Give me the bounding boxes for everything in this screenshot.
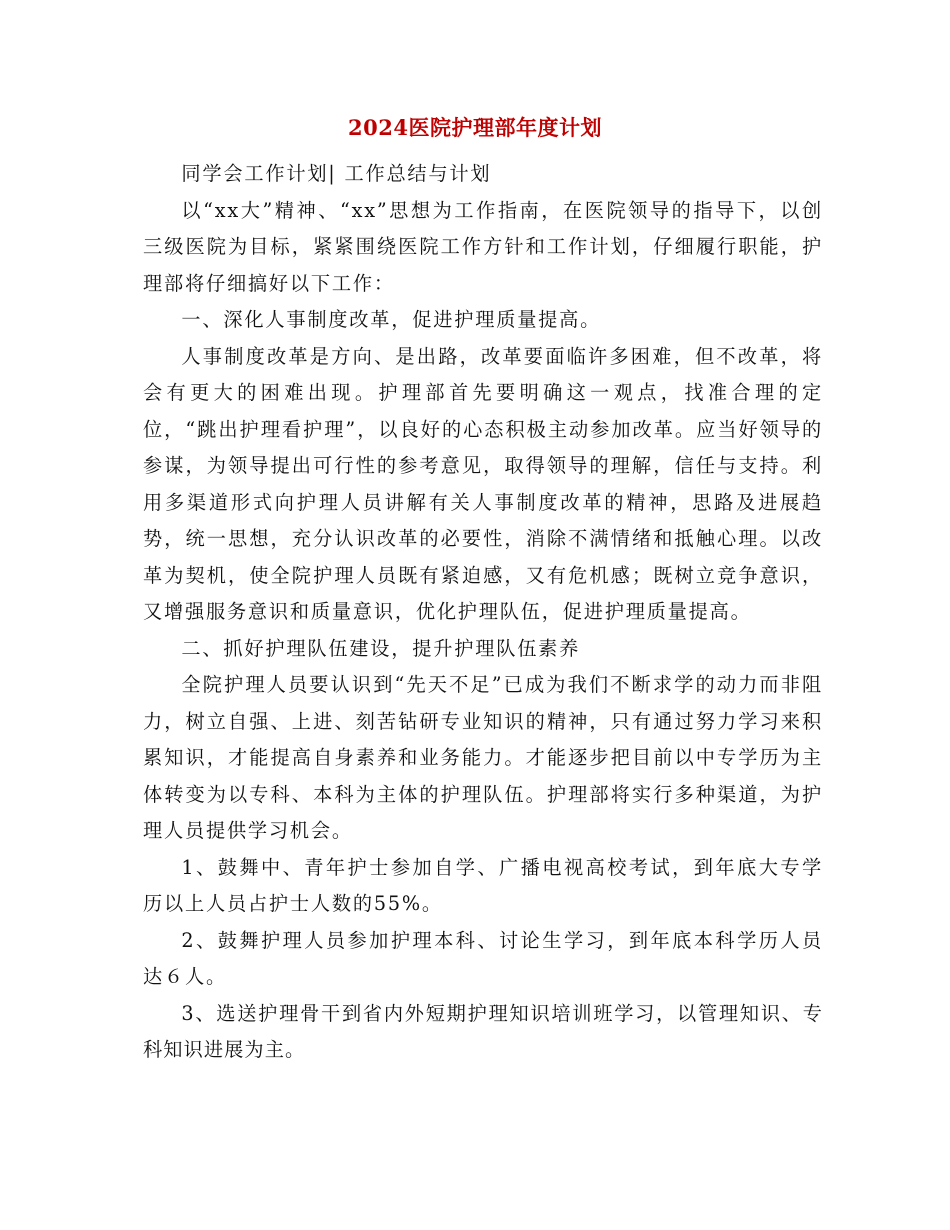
section-heading-1: 一、深化人事制度改革，促进护理质量提高。 — [181, 308, 602, 331]
list-item-3: 3、选送护理骨干到省内外短期护理知识培训班学习，以管理知识、专科知识进展为主。 — [143, 1001, 823, 1061]
category-line: 同学会工作计划| 工作总结与计划 — [181, 162, 492, 185]
paragraph-reform: 人事制度改革是方向、是出路，改革要面临许多困难，但不改革，将会有更大的困难出现。护理部首先要明确这一观点，找准合理的定位，“跳出护理看护理”，以良好的心态积极主动参加改革。应当好领导的参谋，为领导提出可行性的参考意见，取得领导的理解，信任与支持。利用多渠道形式向护理人员讲解有关人事制度改革的精神，思路及进展趋势，统一思想，充分认识改革的必要性，消除不满情绪和抵触心理。以改革为契机，使全院护理人员既有紧迫感，又有危机感；既树立竞争意识，又增强服务意识和质量意识，优化护理队伍，促进护理质量提高。 — [143, 344, 823, 623]
paragraph-intro: 以“xx大”精神、“xx”思想为工作指南，在医院领导的指导下，以创三级医院为目标，紧紧围绕医院工作方针和工作计划，仔细履行职能，护理部将仔细搞好以下工作： — [143, 198, 823, 295]
list-item-2: 2、鼓舞护理人员参加护理本科、讨论生学习，到年底本科学历人员达６人。 — [143, 928, 823, 988]
document-body — [143, 156, 823, 1069]
document-title: 2024医院护理部年度计划 — [348, 115, 602, 140]
section-heading-2: 二、抓好护理队伍建设，提升护理队伍素养 — [181, 636, 581, 660]
paragraph-team: 全院护理人员要认识到“先天不足”已成为我们不断求学的动力而非阻力，树立自强、上进、刻苦钻研专业知识的精神，只有通过努力学习来积累知识，才能提高自身素养和业务能力。才能逐步把目前以中专学历为主体转变为以专科、本科为主体的护理队伍。护理部将实行多种渠道，为护理人员提供学习机会。 — [143, 673, 823, 842]
list-item-1: 1、鼓舞中、青年护士参加自学、广播电视高校考试，到年底大专学历以上人员占护士人数的55%。 — [143, 855, 823, 915]
